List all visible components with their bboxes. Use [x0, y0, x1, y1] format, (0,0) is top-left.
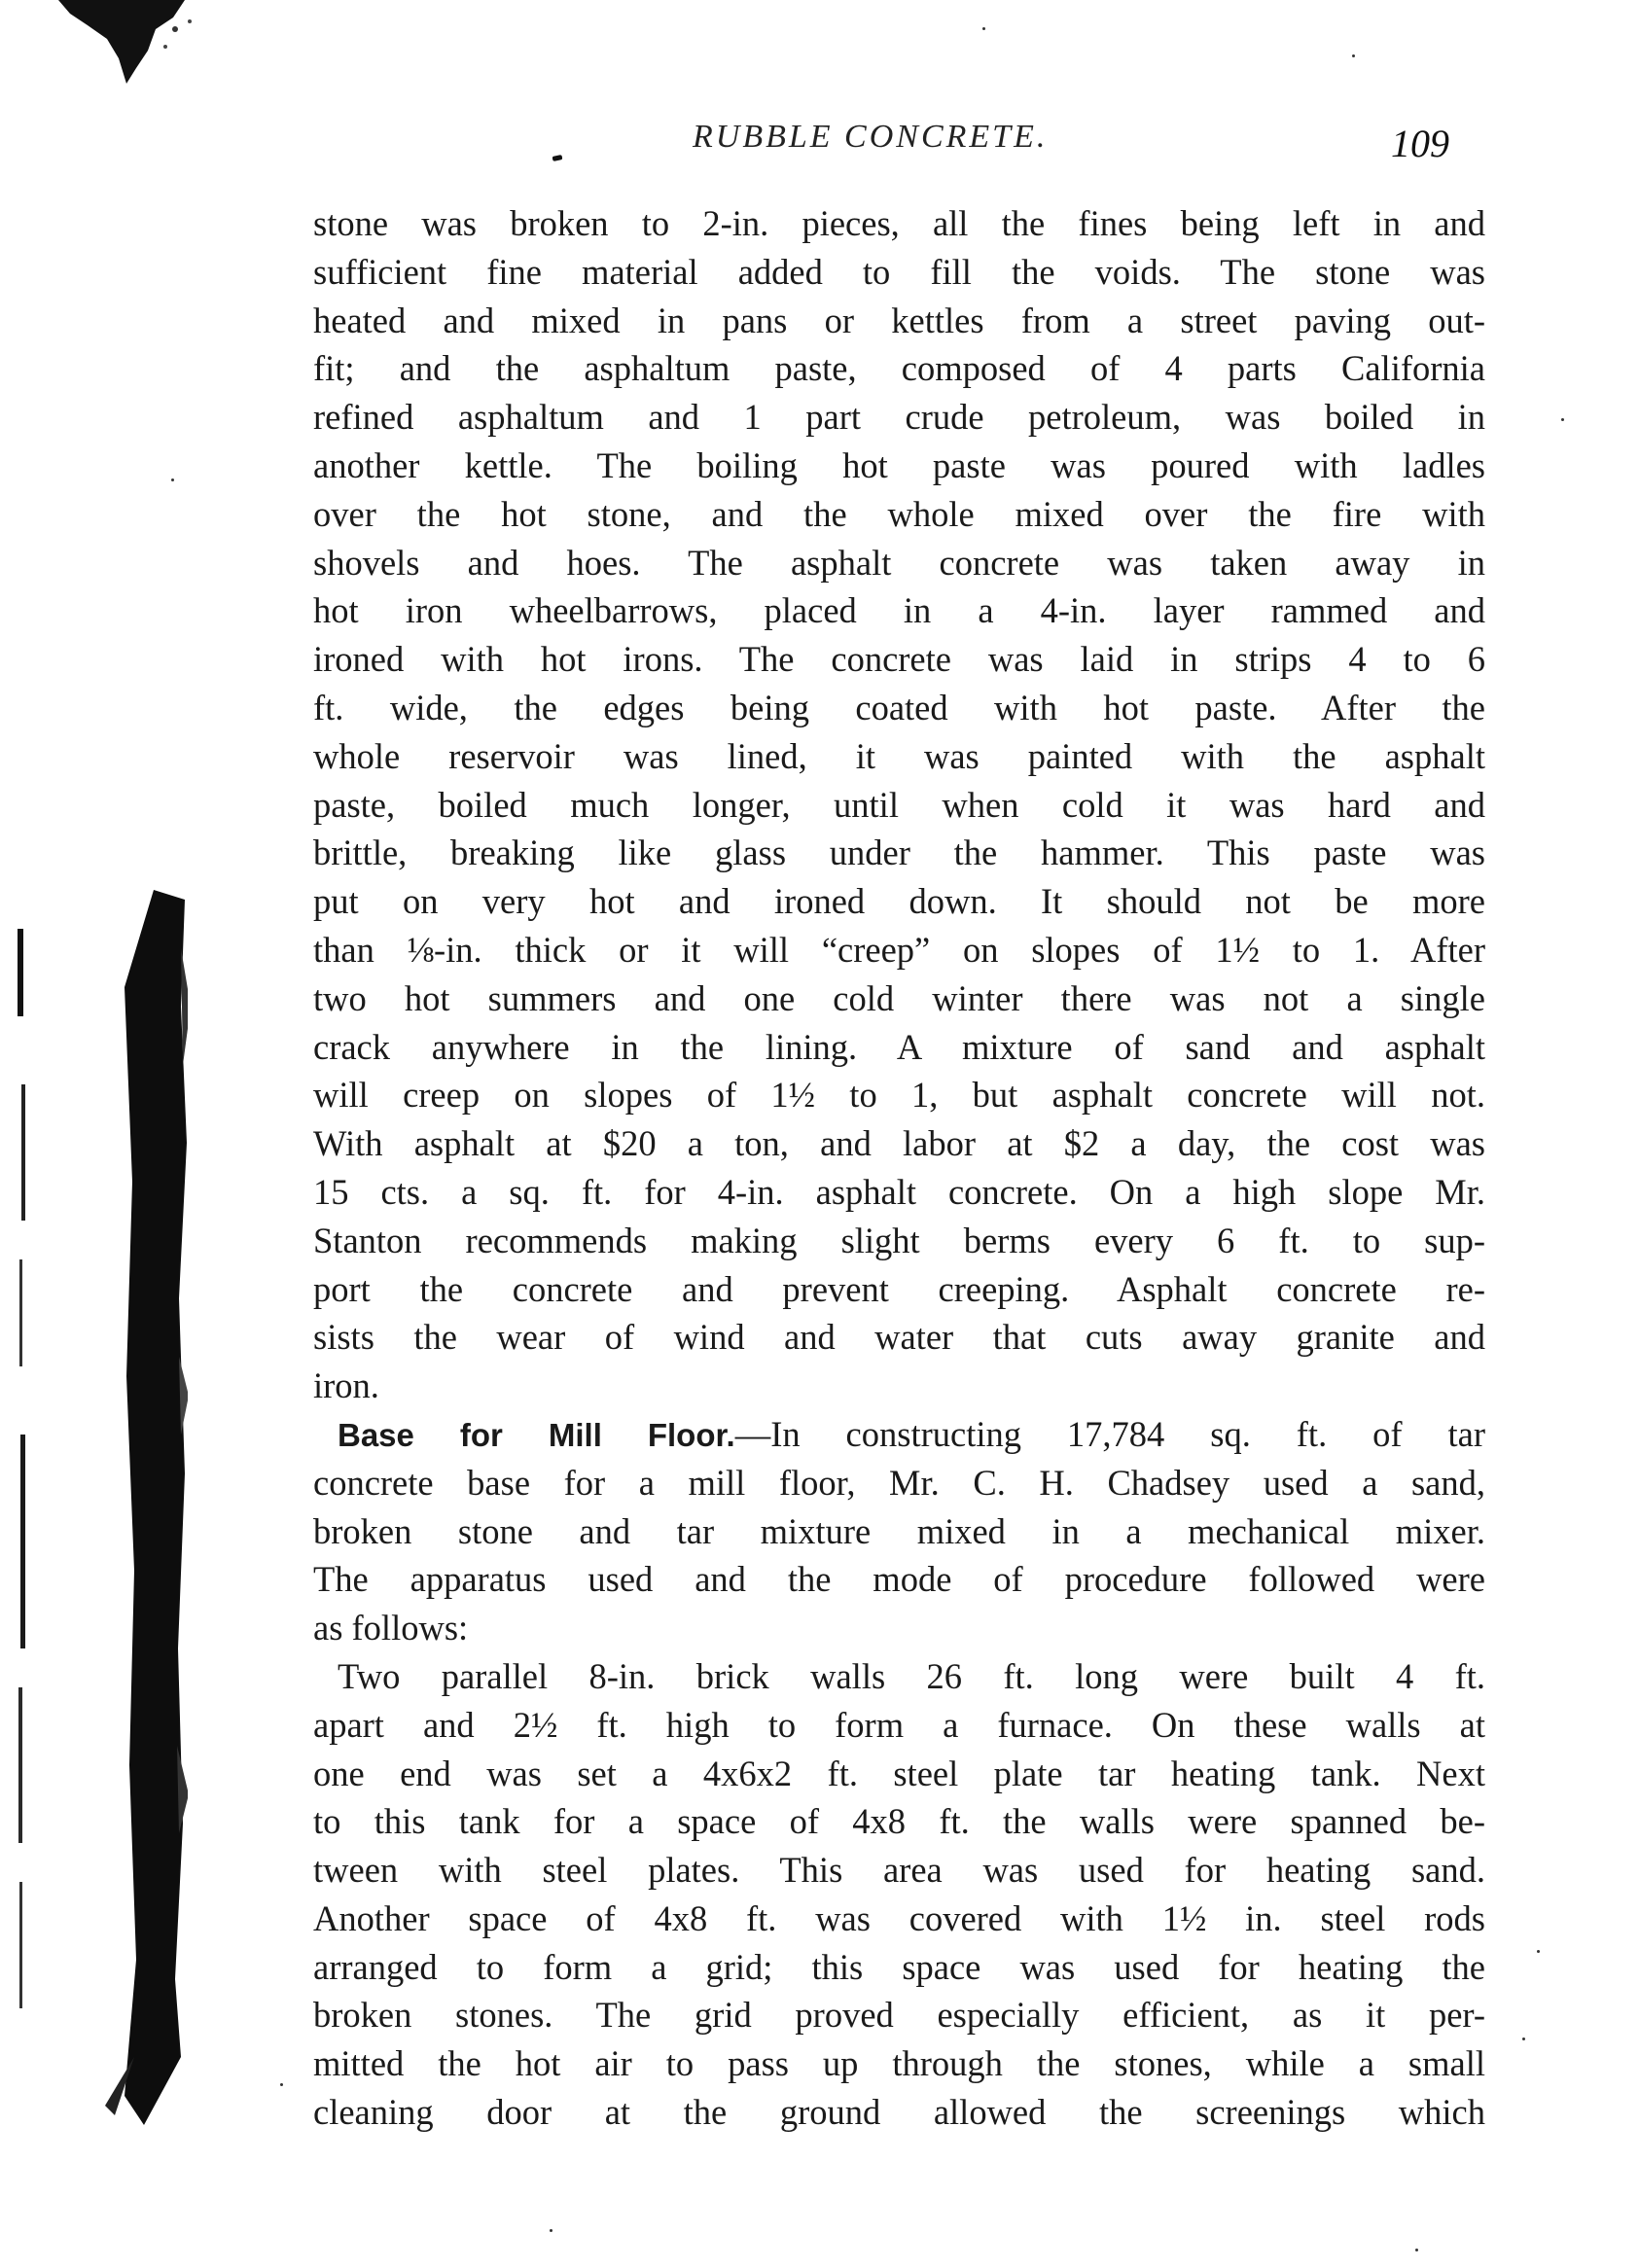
text-line: put on very hot and ironed down. It should not be more: [313, 881, 1485, 922]
text-line: Stanton recommends making slight berms every 6 ft. to sup-: [313, 1220, 1485, 1260]
text-line: another kettle. The boiling hot paste was poured with ladles: [313, 444, 1485, 485]
text-line: paste, boiled much longer, until when cold it was hard and: [313, 784, 1485, 825]
scan-binding-shadow: [18, 890, 188, 2125]
text-line: concrete base for a mill floor, Mr. C. H. Chadsey used a sand,: [313, 1462, 1485, 1503]
text-line: fit; and the asphaltum paste, composed of 4 parts California: [313, 348, 1485, 389]
text-line: ft. wide, the edges being coated with hot paste. After the: [313, 687, 1485, 727]
text-line: two hot summers and one cold winter there was not a single: [313, 977, 1485, 1018]
text-line: broken stone and tar mixture mixed in a mechanical mixer.: [313, 1510, 1485, 1551]
scan-speck: [1522, 2038, 1525, 2040]
scan-speck: [982, 27, 985, 30]
scan-speck: [1352, 54, 1355, 57]
section-heading: Base for Mill Floor.: [338, 1416, 735, 1453]
header-dash-mark: [552, 155, 563, 161]
scan-speck: [1415, 2249, 1418, 2251]
text-line: stone was broken to 2-in. pieces, all the fines being left in and: [313, 203, 1485, 243]
paragraph: [313, 1652, 1485, 2137]
text-line: over the hot stone, and the whole mixed over the fire with: [313, 493, 1485, 534]
scan-speck: [1561, 418, 1564, 421]
text-line: apart and 2½ ft. high to form a furnace. On these walls at: [313, 1704, 1485, 1745]
text-line: brittle, breaking like glass under the hammer. This paste was: [313, 833, 1485, 873]
text-line: The apparatus used and the mode of procedure followed were: [313, 1559, 1485, 1600]
scan-speck: [550, 2229, 552, 2232]
text-line: Another space of 4x8 ft. was covered with 1½ in. steel rods: [313, 1897, 1485, 1938]
text-line: With asphalt at $20 a ton, and labor at $2 a day, the cost was: [313, 1123, 1485, 1164]
text-line: sists the wear of wind and water that cuts away granite and: [313, 1317, 1485, 1358]
text-line: as follows:: [313, 1608, 469, 1648]
text-line: heated and mixed in pans or kettles from a street paving out-: [313, 300, 1485, 340]
text-line: ironed with hot irons. The concrete was laid in strips 4 to 6: [313, 639, 1485, 680]
text-line: to this tank for a space of 4x8 ft. the walls were spanned be-: [313, 1801, 1485, 1842]
text-line: iron.: [313, 1365, 379, 1406]
text-line: one end was set a 4x6x2 ft. steel plate tar heating tank. Next: [313, 1753, 1485, 1793]
paragraph: [313, 1410, 1485, 1652]
page-number: 109: [1391, 122, 1449, 165]
text-line: 15 cts. a sq. ft. for 4-in. asphalt concrete. On a high slope Mr.: [313, 1171, 1485, 1212]
scan-speck: [171, 478, 174, 481]
text-run: —In constructing 17,784 sq. ft. of tar: [734, 1413, 1485, 1454]
text-line: sufficient fine material added to fill the voids. The stone was: [313, 251, 1485, 292]
scan-speck: [1537, 1950, 1540, 1953]
text-line: broken stones. The grid proved especially efficient, as it per-: [313, 1995, 1485, 2036]
text-line: hot iron wheelbarrows, placed in a 4-in. layer rammed and: [313, 590, 1485, 631]
text-line: crack anywhere in the lining. A mixture of sand and asphalt: [313, 1026, 1485, 1067]
text-line: Two parallel 8-in. brick walls 26 ft. long were built 4 ft.: [338, 1655, 1485, 1696]
text-line: arranged to form a grid; this space was used for heating the: [313, 1946, 1485, 1987]
text-line: port the concrete and prevent creeping. Asphalt concrete re-: [313, 1268, 1485, 1309]
scan-speck: [280, 2083, 283, 2086]
text-line: mitted the hot air to pass up through the stones, while a small: [313, 2043, 1485, 2084]
text-line: tween with steel plates. This area was used for heating sand.: [313, 1850, 1485, 1891]
text-line: than ⅛-in. thick or it will “creep” on slopes of 1½ to 1. After: [313, 929, 1485, 970]
text-line: cleaning door at the ground allowed the screenings which: [313, 2092, 1485, 2133]
running-head: [0, 119, 1639, 167]
running-title: RUBBLE CONCRETE.: [693, 119, 1049, 155]
body-text: [313, 199, 1485, 2137]
text-line: will creep on slopes of 1½ to 1, but asphalt concrete will not.: [313, 1075, 1485, 1116]
text-line: refined asphaltum and 1 part crude petroleum, was boiled in: [313, 397, 1485, 438]
text-line: whole reservoir was lined, it was painted with the asphalt: [313, 735, 1485, 776]
paragraph: [313, 199, 1485, 1410]
scan-corner-blot: [58, 0, 204, 88]
text-line: [313, 1410, 1485, 1459]
text-line: shovels and hoes. The asphalt concrete was taken away in: [313, 542, 1485, 583]
